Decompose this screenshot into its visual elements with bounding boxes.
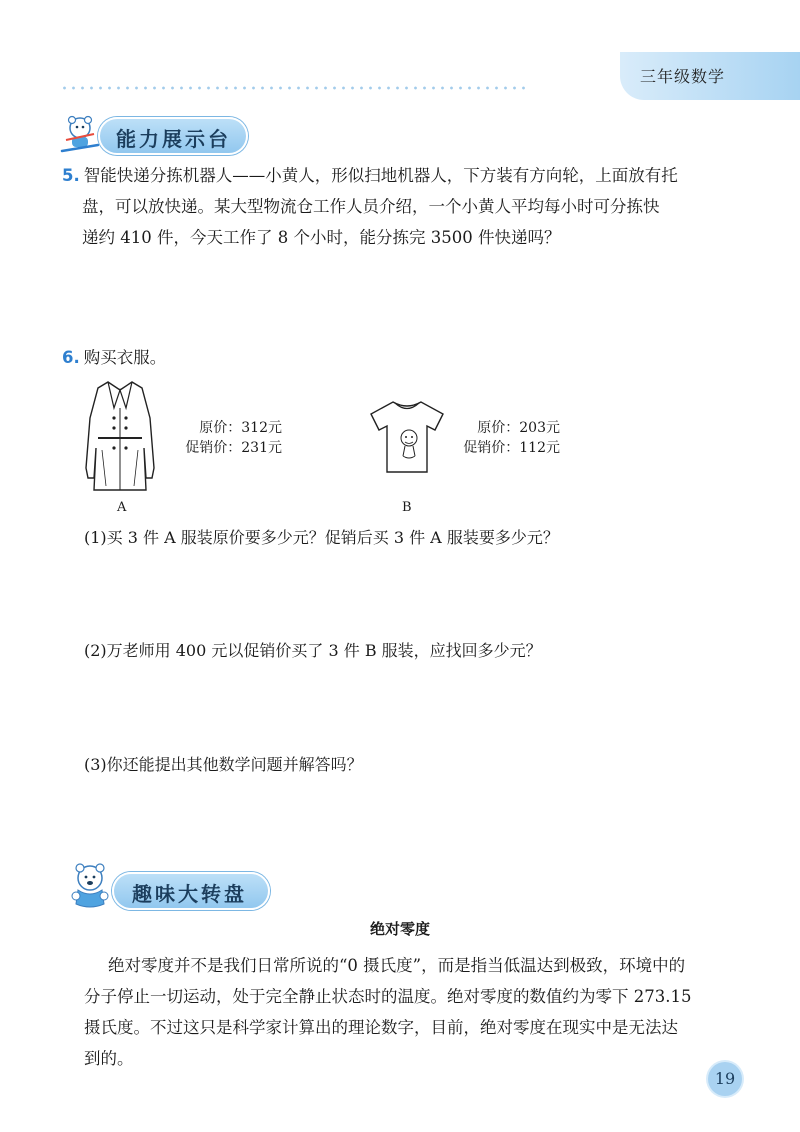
tshirt-icon bbox=[365, 398, 449, 476]
question-5-line-3: 递约 410 件，今天工作了 8 个小时，能分拣完 3500 件快递吗？ bbox=[82, 228, 561, 247]
section-title-fun: 趣味大转盘 bbox=[132, 882, 247, 906]
article-body bbox=[84, 950, 764, 1074]
question-6-number: 6. bbox=[62, 348, 80, 367]
bear-mascot-icon bbox=[66, 860, 114, 910]
question-5-number: 5. bbox=[62, 166, 80, 185]
question-5-line-1: 5. 智能快递分拣机器人——小黄人，形似扫地机器人，下方装有方向轮，上面放有托 bbox=[62, 166, 678, 185]
page-number: 19 bbox=[714, 1069, 736, 1088]
skiing-bear-mascot-icon bbox=[58, 112, 102, 156]
question-5 bbox=[62, 160, 762, 253]
item-a-prices bbox=[172, 418, 282, 458]
article-line-4: 到的。 bbox=[84, 1049, 134, 1068]
question-6-title: 6. 购买衣服。 bbox=[62, 348, 167, 367]
item-b-prices bbox=[450, 418, 560, 458]
header-dotted-line bbox=[60, 86, 530, 90]
article-line-3: 摄氏度。不过这只是科学家计算出的理论数字，目前，绝对零度在现实中是无法达 bbox=[84, 1018, 678, 1037]
item-a-label: A bbox=[117, 500, 127, 515]
header-subject-label: 三年级数学 bbox=[640, 67, 726, 86]
question-5-line-2: 盘，可以放快递。某大型物流仓工作人员介绍，一个小黄人平均每小时可分拣快 bbox=[82, 197, 660, 216]
item-b-label: B bbox=[402, 500, 412, 515]
article-title: 绝对零度 bbox=[369, 920, 430, 938]
trench-coat-icon bbox=[80, 378, 160, 496]
question-6-sub-1: (1)买 3 件 A 服装原价要多少元？促销后买 3 件 A 服装要多少元？ bbox=[84, 528, 559, 547]
question-6-sub-3: (3)你还能提出其他数学问题并解答吗？ bbox=[84, 755, 363, 774]
item-a-sale-price: 促销价：231元 bbox=[185, 440, 282, 456]
item-b-sale-price: 促销价：112元 bbox=[463, 440, 560, 456]
item-b-original-price: 原价：203元 bbox=[477, 420, 560, 436]
item-a-original-price: 原价：312元 bbox=[199, 420, 282, 436]
article-line-2: 分子停止一切运动，处于完全静止状态时的温度。绝对零度的数值约为零下 273.15 bbox=[84, 987, 692, 1006]
section-title-ability: 能力展示台 bbox=[116, 127, 231, 151]
question-6-sub-2: (2)万老师用 400 元以促销价买了 3 件 B 服装，应找回多少元？ bbox=[84, 641, 542, 660]
article-line-1: 绝对零度并不是我们日常所说的“0 摄氏度”，而是指当低温达到极致，环境中的 bbox=[108, 956, 686, 975]
